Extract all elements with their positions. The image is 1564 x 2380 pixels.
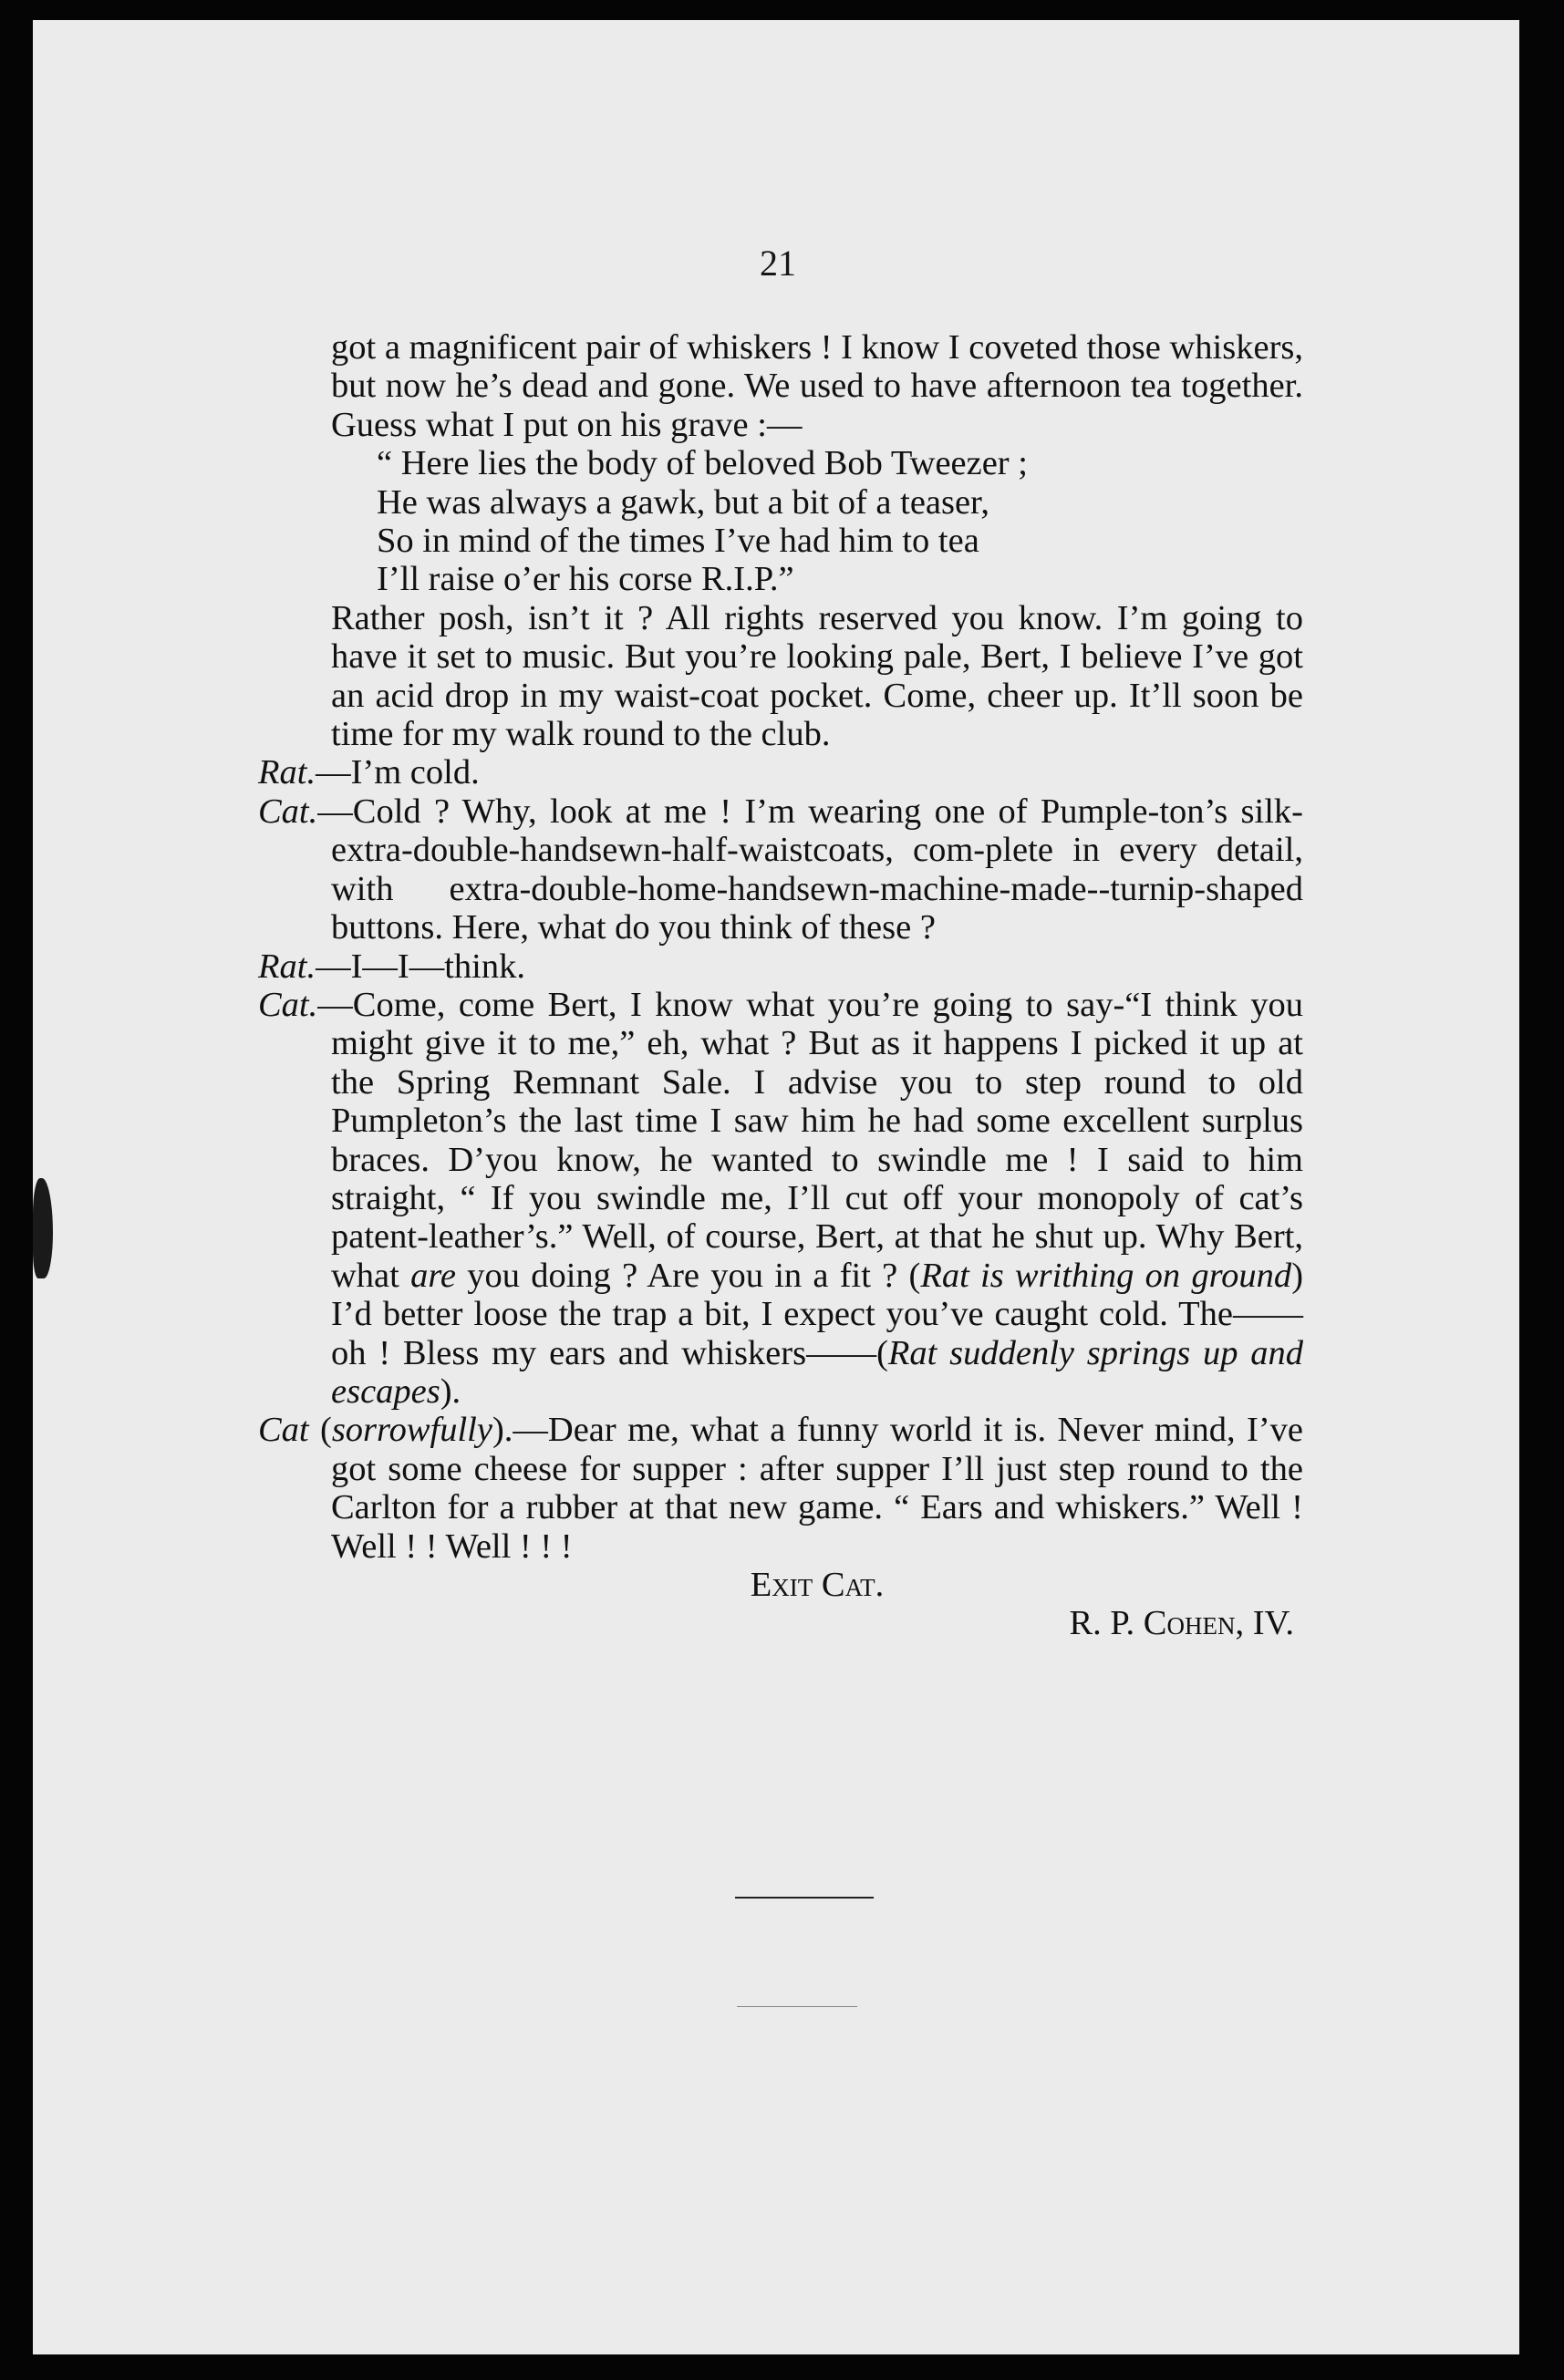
dialogue-line-rat xyxy=(258,753,1303,792)
stage-direction: Rat suddenly springs up and escapes xyxy=(331,1333,1303,1411)
verse-line: So in mind of the times I’ve had him to tea xyxy=(377,522,979,561)
dialogue-text: —I—I—think. xyxy=(316,947,526,986)
speaker-name: Rat. xyxy=(258,947,316,986)
speaker-name: Rat. xyxy=(258,753,316,792)
dialogue-line-cat xyxy=(258,986,1303,1411)
verse-line: “ Here lies the body of beloved Bob Tweezer ; xyxy=(377,444,1028,483)
epitaph-verse xyxy=(258,444,1303,599)
dialogue-text: ). xyxy=(440,1371,461,1411)
speaker-name: Cat xyxy=(258,1411,309,1450)
dialogue-text: —I’m cold. xyxy=(316,753,480,792)
page-number: 21 xyxy=(760,243,796,284)
paragraph: got a magnificent pair of whiskers ! I know I coveted those whiskers, but now he’s dead and gone. We used to have afternoon tea together. Guess what I put on his grave :— xyxy=(331,328,1303,444)
dialogue-text: —Cold ? Why, look at me ! I’m wearing one of Pumple-ton’s silk-extra-double-handsewn-half-waistcoats, com-plete in every detail, with extra-double-home-handsewn-machine-made--turnip-shaped buttons. Here, what do you think of these ? xyxy=(317,792,1303,947)
faint-rule xyxy=(737,2006,857,2007)
dialogue-line-cat xyxy=(258,792,1303,947)
dialogue-text: ( xyxy=(308,1411,332,1450)
dialogue-text: ) I’d better loose the trap a bit, I expect you’ve caught cold. The——oh ! Bless my ears and whiskers——( xyxy=(331,1256,1304,1372)
emphasis-text: are xyxy=(410,1256,456,1295)
book-page xyxy=(33,20,1519,2354)
dialogue-text: —Come, come Bert, I know what you’re going to say-“I think you might give it to me,” eh, what ? But as it happens I picked it up at the Spring Remnant Sale. I advise you to step round to old Pumpleton’s the last time I saw him he had some excellent surplus braces. D’you know, he wanted to swindle me ! I said to him straight, “ If you swindle me, I’ll cut off your monopoly of cat’s patent-leather’s.” Well, of course, Bert, at that he shut up. Why Bert, what xyxy=(317,985,1303,1295)
paragraph: Rather posh, isn’t it ? All rights reserved you know. I’m going to have it set to music. But you’re looking pale, Bert, I believe I’ve got an acid drop in my waist-coat pocket. Come, cheer up. It’ll soon be time for my walk round to the club. xyxy=(331,598,1303,754)
dialogue-text: you doing ? Are you in a fit ? ( xyxy=(455,1256,921,1295)
verse-line: He was always a gawk, but a bit of a teaser, xyxy=(377,482,989,522)
dialogue-line-cat xyxy=(258,1411,1303,1566)
section-rule xyxy=(735,1897,874,1899)
author-credit: R. P. Cohen, IV. xyxy=(1069,1604,1294,1643)
stage-direction: sorrowfully xyxy=(331,1411,492,1450)
body-text xyxy=(258,328,1303,1643)
dialogue-text: ).—Dear me, what a funny world it is. Never mind, I’ve got some cheese for supper : after supper I’ll just step round to the Carlton for a rubber at that new game. “ Ears and whiskers.” Well ! Well ! ! Well ! ! ! xyxy=(331,1411,1303,1566)
verse-line: I’ll raise o’er his corse R.I.P.” xyxy=(377,560,794,599)
speaker-name: Cat. xyxy=(258,985,318,1024)
stage-direction: Rat is writhing on ground xyxy=(920,1256,1292,1295)
dialogue-line-rat xyxy=(258,947,1303,986)
exit-direction: Exit Cat. xyxy=(750,1566,885,1604)
speaker-name: Cat. xyxy=(258,792,318,831)
binding-damage-mark xyxy=(33,1178,53,1278)
